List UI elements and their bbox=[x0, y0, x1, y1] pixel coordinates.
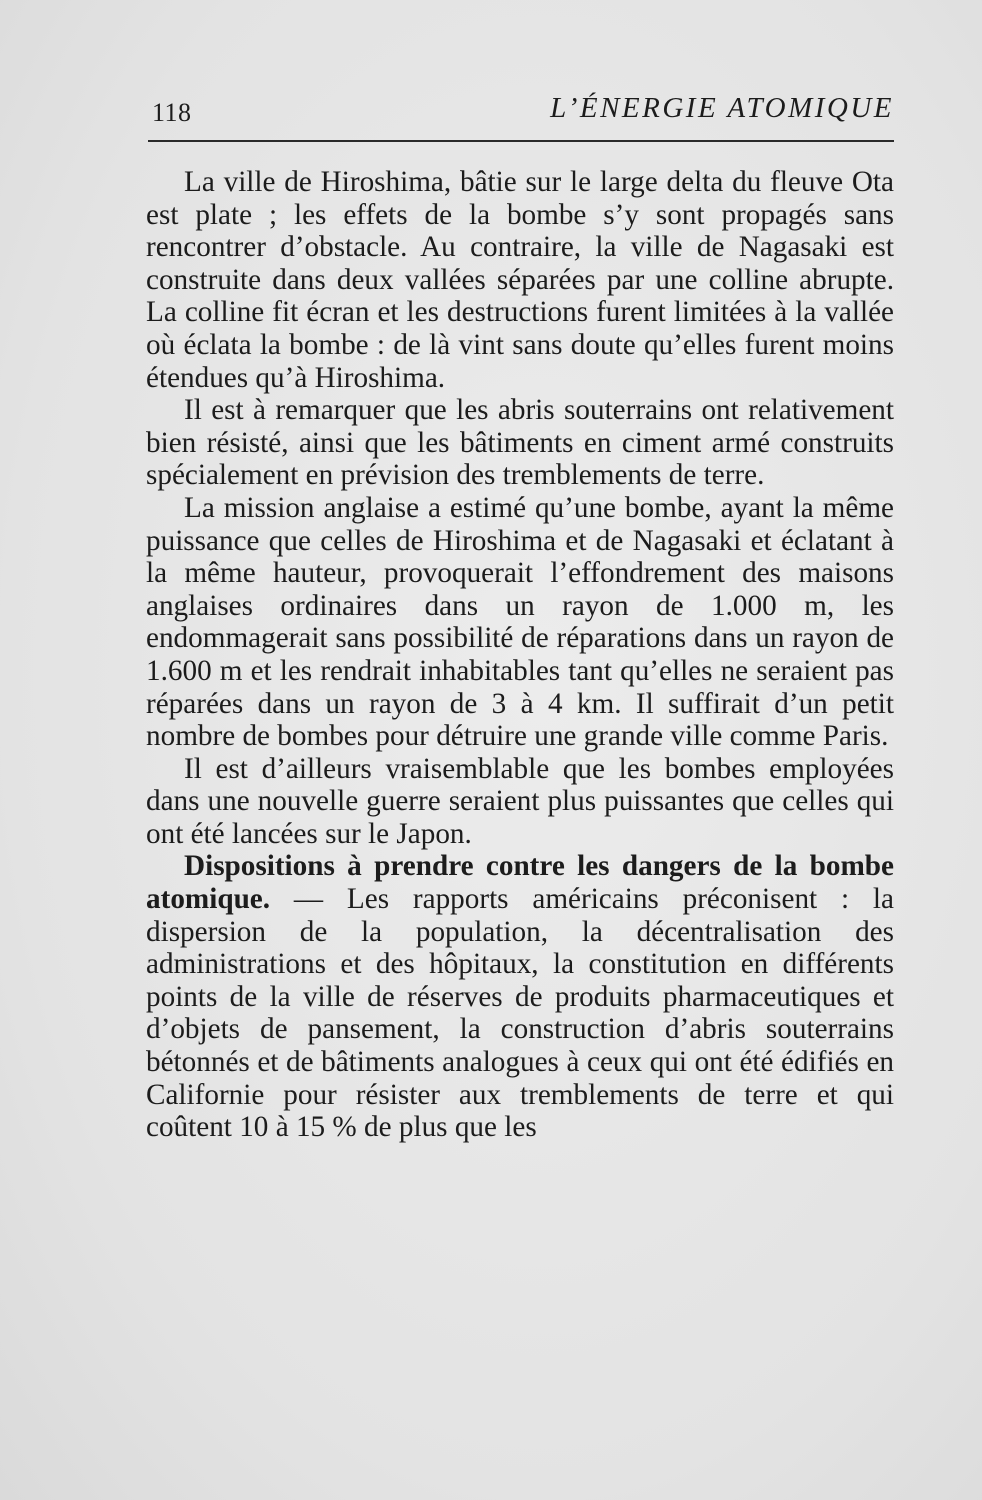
running-title: L’ÉNERGIE ATOMIQUE bbox=[550, 92, 894, 124]
section-heading: Dispositions à prendre contre les dangers de la bombe atomique. bbox=[146, 850, 894, 916]
paragraph-future-bombs: Il est d’ailleurs vraisemblable que les bombes employées dans une nouvelle guerre seraient plus puissantes que celles qui ont été lancées sur le Japon. bbox=[146, 752, 894, 850]
header-rule bbox=[148, 140, 894, 142]
paragraph-dispositions bbox=[146, 850, 894, 1143]
paragraph-shelters: Il est à remarquer que les abris souterrains ont relativement bien résisté, ainsi que les bâtiments en ciment armé construits spécialement en prévision des tremblements de terre. bbox=[146, 394, 894, 492]
running-head bbox=[148, 92, 894, 132]
page-number: 118 bbox=[152, 98, 192, 127]
body-text bbox=[146, 166, 894, 1144]
paragraph-hiroshima-nagasaki: La ville de Hiroshima, bâtie sur le large delta du fleuve Ota est plate ; les effets de la bombe s’y sont propagés sans rencontrer d’obstacle. Au contraire, la ville de Nagasaki est construite dans deux vallées séparées par une colline abrupte. La colline fit écran et les destructions furent limitées à la vallée où éclata la bombe : de là vint sans doute qu’elles furent moins étendues qu’à Hiroshima. bbox=[146, 166, 894, 394]
paragraph-british-mission: La mission anglaise a estimé qu’une bombe, ayant la même puissance que celles de Hiroshima et de Nagasaki et éclatant à la même hauteur, provoquerait l’effondrement des maisons anglaises ordinaires dans un rayon de 1.000 m, les endommagerait sans possibilité de réparations dans un rayon de 1.600 m et les rendrait inhabitables tant qu’elles ne seraient pas réparées dans un rayon de 3 à 4 km. Il suffirait d’un petit nombre de bombes pour détruire une grande ville comme Paris. bbox=[146, 491, 894, 753]
section-text: — Les rapports américains préconisent : la dispersion de la population, la décentralisation des administrations et des hôpitaux, la constitution en différents points de la ville de réserves de produits pharmaceutiques et d’objets de pansement, la construction d’abris souterrains bétonnés et de bâtiments analogues à ceux qui ont été édifiés en Californie pour résister aux tremblements de terre et qui coûtent 10 à 15 % de plus que les bbox=[146, 883, 894, 1144]
